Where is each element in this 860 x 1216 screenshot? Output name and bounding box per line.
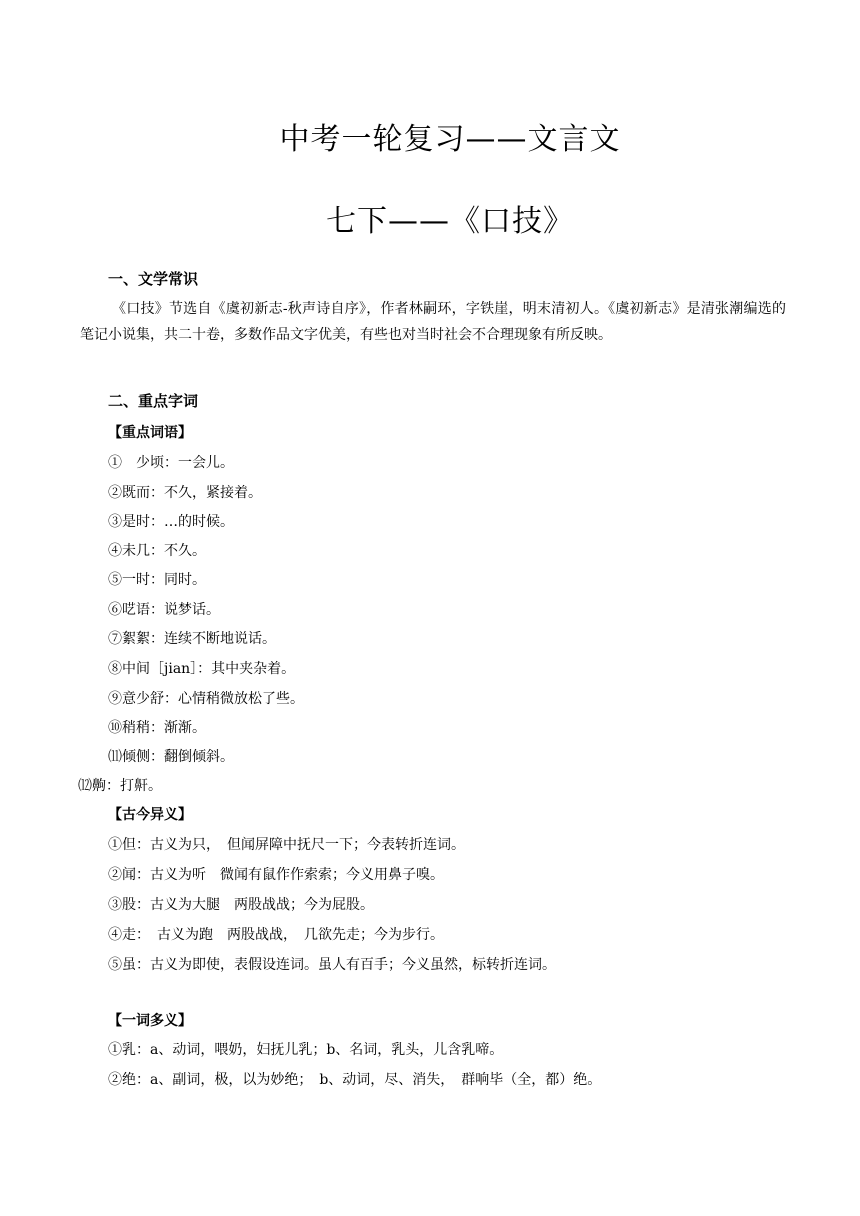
polysemy-label: 【一词多义】 — [108, 1013, 192, 1029]
ancient-modern-item: ③股：古义为大腿 两股战战；今为屁股。 — [108, 897, 374, 913]
section-heading-key-words: 二、重点字词 — [108, 392, 199, 410]
ancient-modern-item: ①但：古义为只， 但闻屏障中抚尺一下；今表转折连词。 — [108, 837, 465, 853]
key-word-item: ③是时：…的时候。 — [108, 514, 234, 530]
literature-paragraph: 《口技》节选自《虞初新志-秋声诗自序》，作者林嗣环，字铁崖，明末清初人。《虞初新志》是清张潮编选的笔记小说集，共二十卷，多数作品文字优美，有些也对当时社会不合理现象有所反映。 — [80, 301, 786, 343]
key-word-item: ②既而：不久，紧接着。 — [108, 485, 262, 501]
key-word-item: ⑾倾侧：翻倒倾斜。 — [108, 749, 234, 765]
ancient-modern-item: ④走： 古义为跑 两股战战， 几欲先走；今为步行。 — [108, 927, 444, 943]
polysemy-item: ②绝：a、副词，极，以为妙绝； b、动词，尽、消失， 群响毕（全，都）绝。 — [108, 1072, 602, 1088]
key-word-item: ⑿齁：打鼾。 — [78, 778, 162, 794]
key-word-item: ④未几：不久。 — [108, 543, 206, 559]
ancient-modern-label: 【古今异义】 — [108, 807, 192, 823]
ancient-modern-item: ②闻：古义为听 微闻有鼠作作索索；今义用鼻子嗅。 — [108, 867, 444, 883]
key-word-item: ⑧中间［jian］：其中夹杂着。 — [108, 661, 296, 677]
section-heading-literature: 一、文学常识 — [108, 270, 199, 288]
key-word-item: ⑥呓语：说梦话。 — [108, 602, 220, 618]
document-subtitle: 七下——《口技》 — [326, 204, 574, 239]
key-words-label: 【重点词语】 — [108, 425, 192, 441]
ancient-modern-item: ⑤虽：古义为即使，表假设连词。虽人有百手；今义虽然，标转折连词。 — [108, 957, 556, 973]
polysemy-item: ①乳：a、动词，喂奶，妇抚儿乳；b、名词，乳头，儿含乳啼。 — [108, 1042, 504, 1058]
key-word-item: ⑨意少舒：心情稍微放松了些。 — [108, 691, 304, 707]
document-title: 中考一轮复习——文言文 — [279, 122, 621, 157]
key-word-item: ⑦絮絮：连续不断地说话。 — [108, 631, 276, 647]
key-word-item: ⑩稍稍：渐渐。 — [108, 720, 206, 736]
key-word-item: ⑤一时：同时。 — [108, 572, 206, 588]
key-word-item: ① 少顷：一会儿。 — [108, 455, 234, 471]
